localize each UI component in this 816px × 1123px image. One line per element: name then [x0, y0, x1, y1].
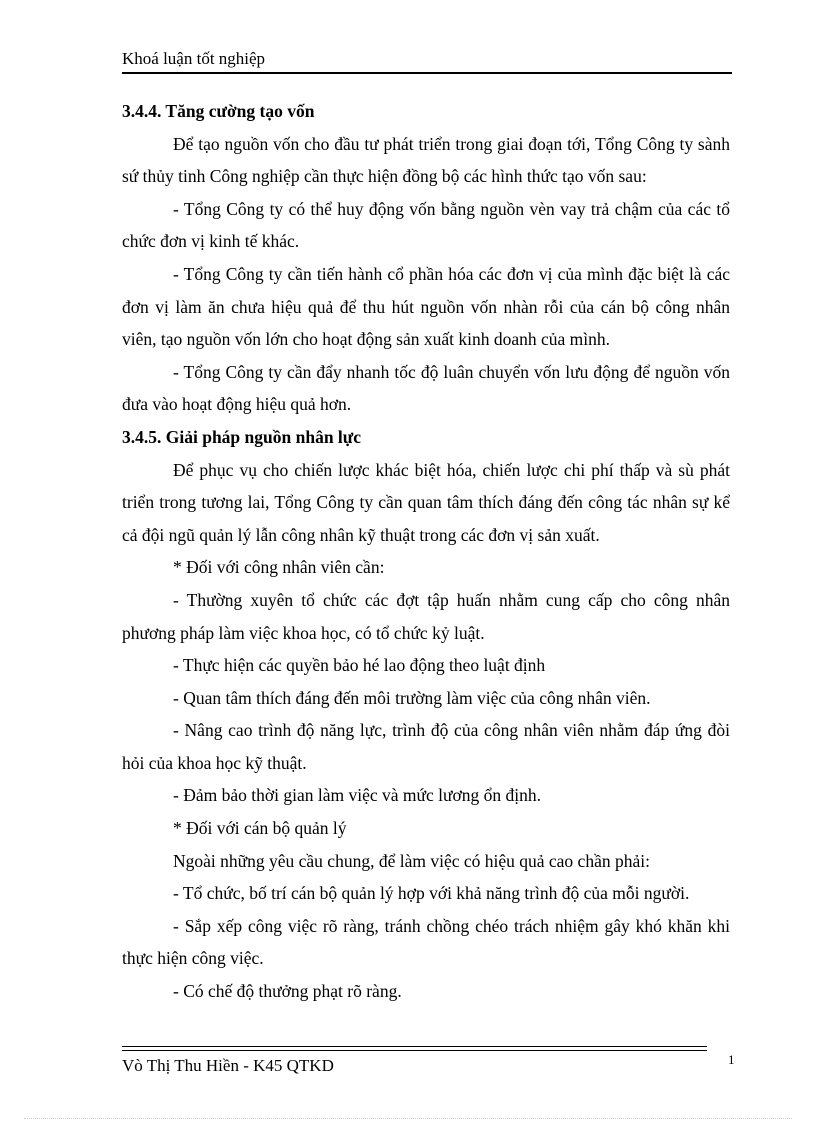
footer-author: Vò Thị Thu Hiền - K45 QTKD: [122, 1056, 334, 1075]
section-heading-3-4-4: 3.4.4. Tăng cường tạo vốn: [122, 101, 315, 121]
list-item: - Nâng cao trình độ năng lực, trình độ của công nhân viên nhằm đáp ứng đòi hỏi của khoa học kỹ thuật.: [122, 720, 730, 773]
list-item: - Quan tâm thích đáng đến môi trường làm việc của công nhân viên.: [173, 687, 651, 708]
paragraph: Ngoài những yêu cầu chung, để làm việc có hiệu quả cao chần phải:: [173, 850, 650, 871]
subheading: * Đối với công nhân viên cần:: [173, 557, 385, 578]
paragraph: Để tạo nguồn vốn cho đầu tư phát triển trong giai đoạn tới, Tổng Công ty sành sứ thủy tinh Công nghiệp cần thực hiện đồng bộ các hình thức tạo vốn sau:: [122, 133, 730, 187]
list-item: - Thực hiện các quyền bảo hé lao động theo luật định: [173, 655, 546, 676]
footer-divider: [122, 1046, 707, 1051]
list-item: - Tổng Công ty có thể huy động vốn bằng nguồn vèn vay trả chậm của các tổ chức đơn vị kinh tế khác.: [122, 198, 730, 252]
header-divider: [122, 72, 732, 74]
page-number: 1: [728, 1052, 735, 1067]
list-item: - Tổng Công ty cần đẩy nhanh tốc độ luân chuyển vốn lưu động để nguồn vốn đưa vào hoạt động hiệu quả hơn.: [122, 361, 730, 415]
list-item: - Tổ chức, bố trí cán bộ quản lý hợp với khả năng trình độ của mỗi người.: [173, 883, 690, 904]
list-item: - Thường xuyên tổ chức các đợt tập huấn nhằm cung cấp cho công nhân phương pháp làm việc khoa học, có tổ chức kỷ luật.: [122, 589, 730, 643]
section-heading-3-4-5: 3.4.5. Giải pháp nguồn nhân lực: [122, 426, 362, 447]
document-body: [122, 95, 730, 1008]
page-bottom-dotted-border: [24, 1118, 792, 1119]
list-item: - Đảm bảo thời gian làm việc và mức lương ổn định.: [173, 785, 541, 806]
list-item: - Có chế độ thưởng phạt rõ ràng.: [173, 981, 402, 1002]
list-item: - Sắp xếp công việc rõ ràng, tránh chồng chéo trách nhiệm gây khó khăn khi thực hiện công việc.: [122, 915, 730, 969]
list-item: - Tổng Công ty cần tiến hành cổ phần hóa các đơn vị của mình đặc biệt là các đơn vị làm ăn chưa hiệu quả để thu hút nguồn vốn nhàn rỗi của cán bộ công nhân viên, tạo nguồn vốn lớn cho hoạt động sản xuất kinh doanh của mình.: [122, 263, 730, 350]
subheading: * Đối với cán bộ quản lý: [173, 818, 347, 839]
paragraph: Để phục vụ cho chiến lược khác biệt hóa, chiến lược chi phí thấp và sù phát triển trong tương lai, Tổng Công ty cần quan tâm thích đáng đến công tác nhân sự kể cả đội ngũ quản lý lẫn công nhân kỹ thuật trong các đơn vị sản xuất.: [122, 459, 730, 545]
page-header-title: Khoá luận tốt nghiệp: [122, 49, 266, 68]
